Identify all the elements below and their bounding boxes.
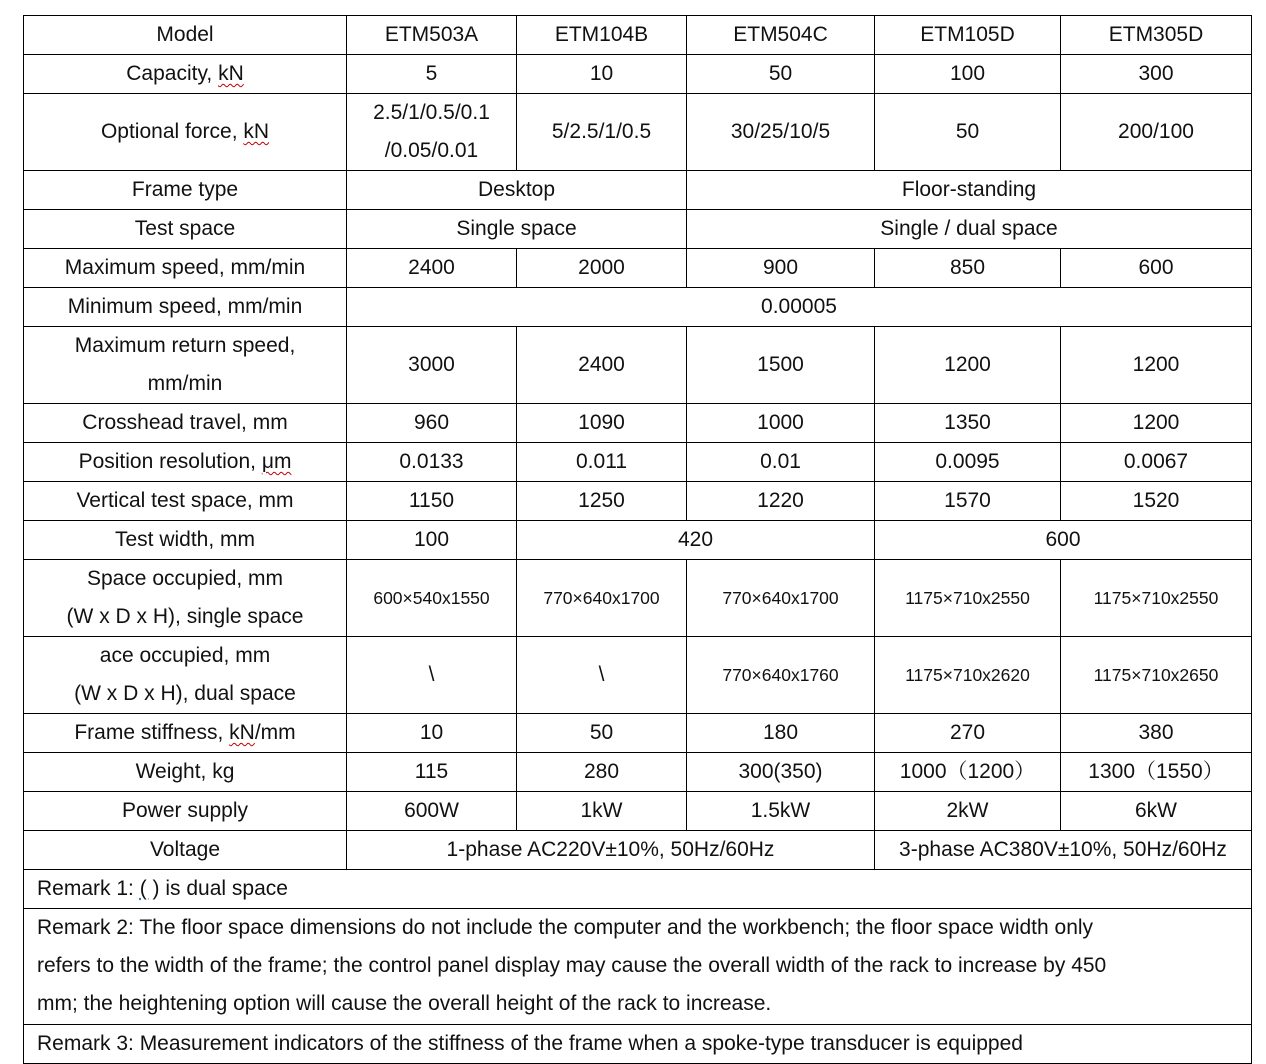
position-resolution-label-main: Position resolution,	[78, 450, 262, 473]
table-cell: 1000（1200）	[875, 753, 1061, 792]
table-cell: 2kW	[875, 792, 1061, 831]
capacity-row	[24, 55, 1252, 94]
table-cell: 770×640x1700	[687, 560, 875, 637]
min-speed-row	[24, 288, 1252, 327]
table-cell: 770×640x1760	[687, 637, 875, 714]
model-etm305d: ETM305D	[1061, 16, 1252, 55]
frame-stiffness-label	[24, 714, 347, 753]
max-speed-label: Maximum speed, mm/min	[24, 249, 347, 288]
power-supply-label: Power supply	[24, 792, 347, 831]
table-cell: \	[347, 637, 517, 714]
label-line: (W x D x H), dual space	[74, 682, 296, 705]
table-cell: 380	[1061, 714, 1252, 753]
label-line: Maximum return speed,	[74, 334, 296, 357]
table-cell: 5/2.5/1/0.5	[517, 94, 687, 171]
test-space-label: Test space	[24, 210, 347, 249]
table-cell: 1500	[687, 327, 875, 404]
remark-1-prefix: Remark 1:	[37, 877, 140, 900]
table-cell: \	[517, 637, 687, 714]
weight-label: Weight, kg	[24, 753, 347, 792]
voltage-row	[24, 831, 1252, 870]
table-cell: Floor-standing	[687, 171, 1252, 210]
label-line: (W x D x H), single space	[66, 605, 304, 628]
table-cell: 115	[347, 753, 517, 792]
frame-stiffness-row	[24, 714, 1252, 753]
space-dual-row	[24, 637, 1252, 714]
table-cell: 270	[875, 714, 1061, 753]
table-cell: 1kW	[517, 792, 687, 831]
cell-line: /0.05/0.01	[384, 139, 479, 162]
test-width-label: Test width, mm	[24, 521, 347, 560]
frame-stiffness-label-prefix: Frame stiffness,	[74, 721, 230, 744]
table-cell: 600	[875, 521, 1252, 560]
optional-force-label	[24, 94, 347, 171]
position-resolution-row	[24, 443, 1252, 482]
space-single-label	[24, 560, 347, 637]
optional-force-label-unit: kN	[243, 120, 270, 143]
table-cell: 50	[517, 714, 687, 753]
capacity-label-main: Capacity,	[126, 62, 219, 85]
label-line: mm/min	[147, 372, 223, 395]
table-cell: 5	[347, 55, 517, 94]
table-cell: 1350	[875, 404, 1061, 443]
table-cell: 770×640x1700	[517, 560, 687, 637]
table-cell: Desktop	[347, 171, 687, 210]
table-cell: Single / dual space	[687, 210, 1252, 249]
model-header: Model	[24, 16, 347, 55]
table-cell: 1175×710x2650	[1061, 637, 1252, 714]
table-cell: 1570	[875, 482, 1061, 521]
table-cell: 0.00005	[347, 288, 1252, 327]
table-cell: 420	[517, 521, 875, 560]
table-cell: 1200	[875, 327, 1061, 404]
table-cell: 850	[875, 249, 1061, 288]
table-cell: 300	[1061, 55, 1252, 94]
frame-stiffness-label-rest: /mm	[254, 721, 296, 744]
test-space-row	[24, 210, 1252, 249]
space-dual-label	[24, 637, 347, 714]
remark-2	[24, 909, 1252, 1025]
remark-1-suffix: is dual space	[159, 877, 288, 900]
crosshead-travel-label: Crosshead travel, mm	[24, 404, 347, 443]
model-etm104b: ETM104B	[517, 16, 687, 55]
remark-1-row	[24, 870, 1252, 909]
frame-stiffness-label-unit: kN	[229, 721, 255, 744]
table-cell	[347, 94, 517, 171]
table-header-row	[24, 16, 1252, 55]
min-speed-label: Minimum speed, mm/min	[24, 288, 347, 327]
weight-row	[24, 753, 1252, 792]
remark-1	[24, 870, 1252, 909]
label-line: Space occupied, mm	[86, 567, 284, 590]
table-cell: 600	[1061, 249, 1252, 288]
label-line: ace occupied, mm	[99, 644, 271, 667]
vertical-test-space-label: Vertical test space, mm	[24, 482, 347, 521]
table-cell: 200/100	[1061, 94, 1252, 171]
crosshead-travel-row	[24, 404, 1252, 443]
max-return-speed-row	[24, 327, 1252, 404]
remark-line: mm; the heightening option will cause the overall height of the rack to increase.	[37, 992, 772, 1016]
table-cell: 3000	[347, 327, 517, 404]
table-cell: 10	[347, 714, 517, 753]
max-speed-row	[24, 249, 1252, 288]
optional-force-row	[24, 94, 1252, 171]
table-cell: 1200	[1061, 327, 1252, 404]
table-cell: 1220	[687, 482, 875, 521]
table-cell: 0.01	[687, 443, 875, 482]
table-cell: 0.011	[517, 443, 687, 482]
table-cell: 1.5kW	[687, 792, 875, 831]
table-cell: 960	[347, 404, 517, 443]
table-cell: 50	[687, 55, 875, 94]
space-single-row	[24, 560, 1252, 637]
table-cell: 1300（1550）	[1061, 753, 1252, 792]
table-cell: 1200	[1061, 404, 1252, 443]
table-cell: 3-phase AC380V±10%, 50Hz/60Hz	[875, 831, 1252, 870]
table-cell: 30/25/10/5	[687, 94, 875, 171]
power-supply-row	[24, 792, 1252, 831]
table-cell: Single space	[347, 210, 687, 249]
table-cell: 100	[875, 55, 1061, 94]
table-cell: 1520	[1061, 482, 1252, 521]
table-cell: 180	[687, 714, 875, 753]
table-cell: 0.0067	[1061, 443, 1252, 482]
table-cell: 10	[517, 55, 687, 94]
table-cell: 300(350)	[687, 753, 875, 792]
specification-table	[23, 15, 1252, 1064]
remark-3-row	[24, 1024, 1252, 1063]
max-return-speed-label	[24, 327, 347, 404]
table-cell: 2400	[347, 249, 517, 288]
remark-2-row	[24, 909, 1252, 1025]
table-cell: 100	[347, 521, 517, 560]
table-cell: 1250	[517, 482, 687, 521]
table-cell: 50	[875, 94, 1061, 171]
table-cell: 600×540x1550	[347, 560, 517, 637]
table-cell: 2000	[517, 249, 687, 288]
remark-3: Remark 3: Measurement indicators of the stiffness of the frame when a spoke-type transducer is equipped	[24, 1024, 1252, 1063]
table-cell: 900	[687, 249, 875, 288]
table-cell: 0.0095	[875, 443, 1061, 482]
cell-line: 2.5/1/0.5/0.1	[373, 101, 490, 124]
table-cell: 1150	[347, 482, 517, 521]
table-cell: 1175×710x2550	[875, 560, 1061, 637]
remark-line: refers to the width of the frame; the control panel display may cause the overall width of the rack to increase by 450	[37, 954, 1107, 978]
capacity-label	[24, 55, 347, 94]
table-cell: 1000	[687, 404, 875, 443]
table-cell: 6kW	[1061, 792, 1252, 831]
table-cell: 1175×710x2620	[875, 637, 1061, 714]
frame-type-row	[24, 171, 1252, 210]
table-cell: 0.0133	[347, 443, 517, 482]
position-resolution-label-unit: μm	[261, 450, 292, 473]
table-cell: 1090	[517, 404, 687, 443]
remark-line: Remark 2: The floor space dimensions do not include the computer and the workbench; the floor space width only	[37, 916, 1094, 940]
voltage-label: Voltage	[24, 831, 347, 870]
frame-type-label: Frame type	[24, 171, 347, 210]
table-cell: 600W	[347, 792, 517, 831]
table-cell: 2400	[517, 327, 687, 404]
table-cell: 280	[517, 753, 687, 792]
table-cell: 1175×710x2550	[1061, 560, 1252, 637]
remark-1-mark: ( )	[139, 877, 160, 900]
table-cell: 1-phase AC220V±10%, 50Hz/60Hz	[347, 831, 875, 870]
test-width-row	[24, 521, 1252, 560]
model-etm504c: ETM504C	[687, 16, 875, 55]
model-etm105d: ETM105D	[875, 16, 1061, 55]
optional-force-label-main: Optional force,	[100, 120, 244, 143]
position-resolution-label	[24, 443, 347, 482]
vertical-test-space-row	[24, 482, 1252, 521]
capacity-label-unit: kN	[218, 62, 244, 85]
model-etm503a: ETM503A	[347, 16, 517, 55]
